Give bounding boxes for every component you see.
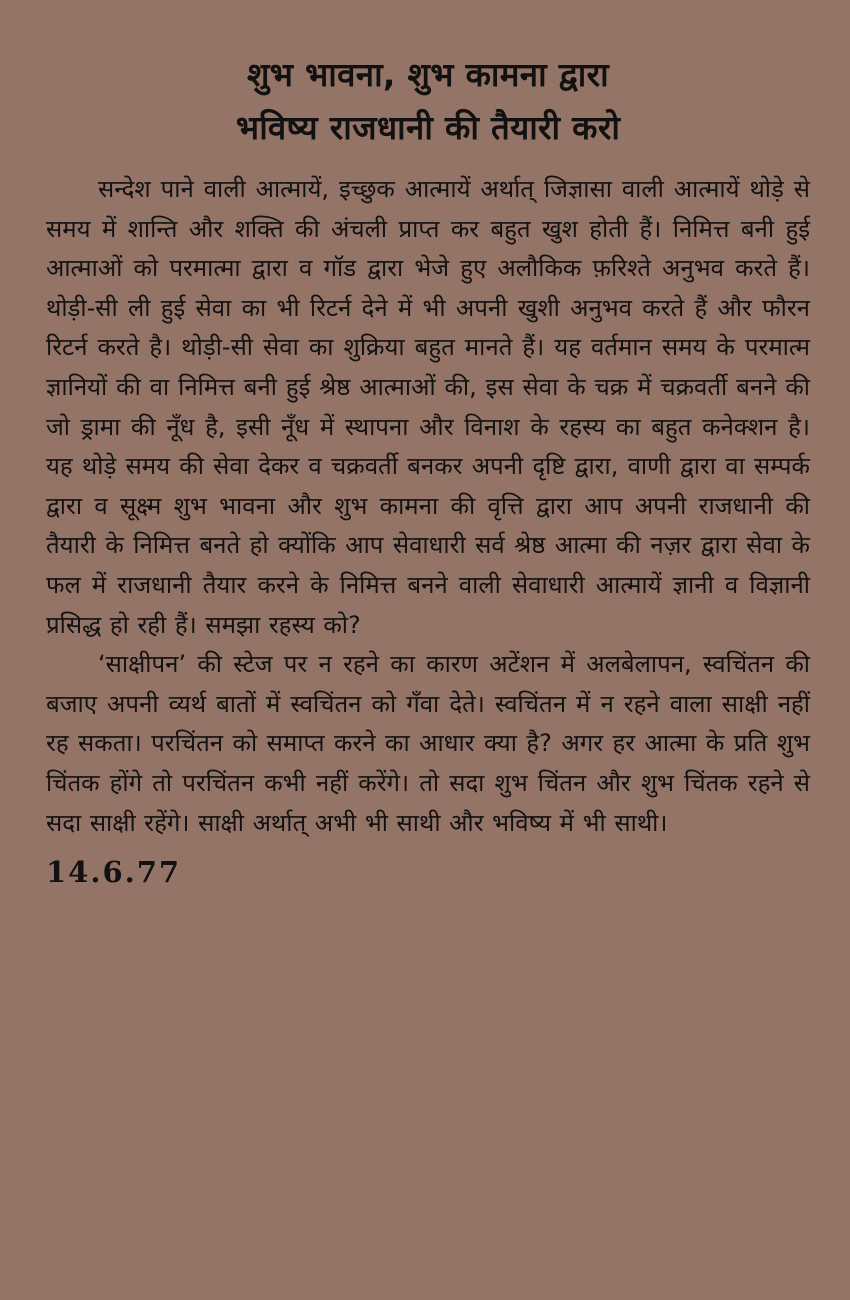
paragraph-1: सन्देश पाने वाली आत्मायें, इच्छुक आत्मायें अर्थात् जिज्ञासा वाली आत्मायें थोड़े से समय में शान्ति और शक्ति की अंचली प्राप्त कर बहुत खुश होती हैं। निमित्त बनी हुई आत्माओं को परमात्मा द्वारा व गॉड द्वारा भेजे हुए अलौकिक फ़रिश्ते अनुभव करते हैं। थोड़ी-सी ली हुई सेवा का भी रिटर्न देने में भी अपनी खुशी अनुभव करते हैं और फौरन रिटर्न करते है। थोड़ी-सी सेवा का शुक्रिया बहुत मानते हैं। यह वर्तमान समय के परमात्म ज्ञानियों की वा निमित्त बनी हुई श्रेष्ठ आत्माओं की, इस सेवा के चक्र में चक्रवर्ती बनने की जो ड्रामा की नूँध है, इसी नूँध में स्थापना और विनाश के रहस्य का बहुत कनेक्शन है। यह थोड़े समय की सेवा देकर व चक्रवर्ती बनकर अपनी दृष्टि द्वारा, वाणी द्वारा वा सम्पर्क द्वारा व सूक्ष्म शुभ भावना और शुभ कामना की वृत्ति द्वारा आप अपनी राजधानी की तैयारी के निमित्त बनते हो क्योंकि आप सेवाधारी सर्व श्रेष्ठ आत्मा की नज़र द्वारा सेवा के फल में राजधानी तैयार करने के निमित्त बनने वाली सेवाधारी आत्मायें ज्ञानी व विज्ञानी प्रसिद्ध हो रही हैं। समझा रहस्य को?	[46, 175, 810, 639]
page-title	[46, 48, 810, 154]
title-line-2: भविष्य राजधानी की तैयारी करो	[235, 108, 621, 147]
paragraph-2: ‘साक्षीपन’ की स्टेज पर न रहने का कारण अटेंशन में अलबेलापन, स्वचिंतन की बजाए अपनी व्यर्थ बातों में स्वचिंतन को गँवा देते। स्वचिंतन में न रहने वाला साक्षी नहीं रह सकता। परचिंतन को समाप्त करने का आधार क्या है? अगर हर आत्मा के प्रति शुभ चिंतक होंगे तो परचिंतन कभी नहीं करेंगे। तो सदा शुभ चिंतन और शुभ चिंतक रहने से सदा साक्षी रहेंगे। साक्षी अर्थात् अभी भी साथी और भविष्य में भी साथी।	[46, 650, 810, 837]
title-line-1: शुभ भावना, शुभ कामना द्वारा	[247, 55, 609, 94]
date-label: 14.6.77	[46, 855, 182, 890]
